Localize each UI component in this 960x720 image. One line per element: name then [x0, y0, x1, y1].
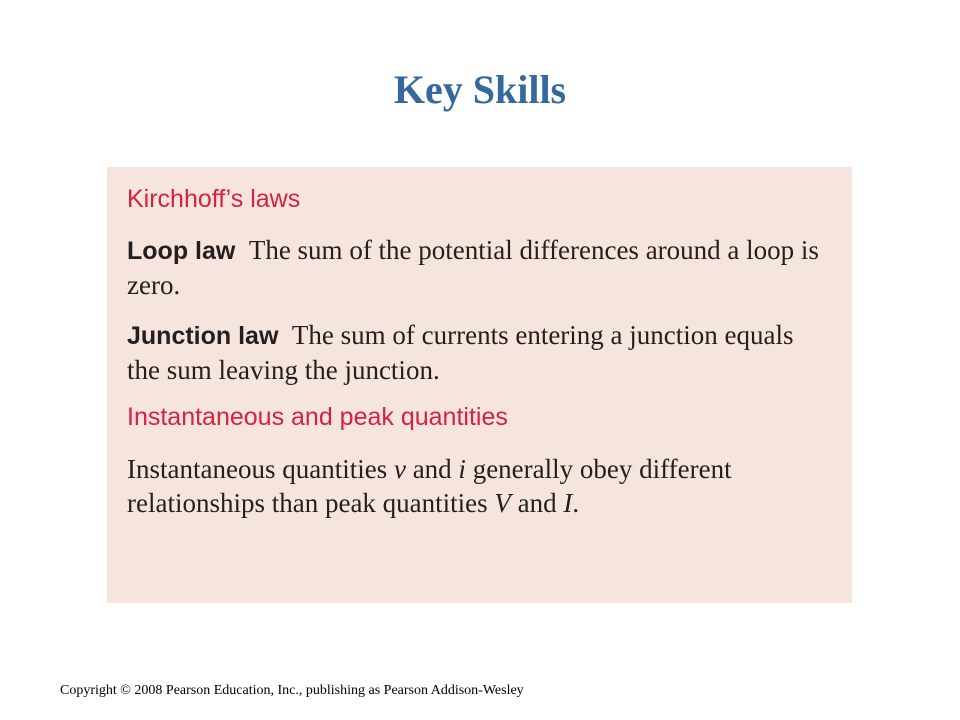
variable-I: I [563, 488, 573, 518]
instantaneous-text-4: and [510, 488, 564, 518]
loop-law-paragraph [127, 233, 827, 302]
instantaneous-text-5: . [572, 488, 580, 518]
kirchhoffs-laws-heading: Kirchhoff’s laws [127, 185, 301, 213]
variable-v: v [393, 454, 406, 484]
loop-law-text: The sum of the potential differences around a loop is zero. [127, 235, 819, 300]
instantaneous-text-2: and [405, 454, 459, 484]
junction-law-paragraph [127, 318, 827, 387]
instantaneous-peak-heading: Instantaneous and peak quantities [127, 403, 508, 431]
instantaneous-text-3: generally obey different relationships than peak quantities [127, 454, 732, 518]
junction-law-text: The sum of currents entering a junction equals the sum leaving the junction. [127, 320, 794, 385]
loop-law-term: Loop law [127, 237, 236, 265]
instantaneous-text-1: Instantaneous quantities [127, 454, 394, 484]
junction-law-term: Junction law [127, 322, 279, 350]
copyright-notice: Copyright © 2008 Pearson Education, Inc., publishing as Pearson Addison-Wesley [60, 683, 524, 698]
variable-V: V [494, 488, 511, 518]
key-skills-panel [107, 167, 852, 603]
instantaneous-paragraph [127, 452, 827, 520]
variable-i: i [458, 454, 466, 484]
slide-title: Key Skills [393, 67, 567, 112]
